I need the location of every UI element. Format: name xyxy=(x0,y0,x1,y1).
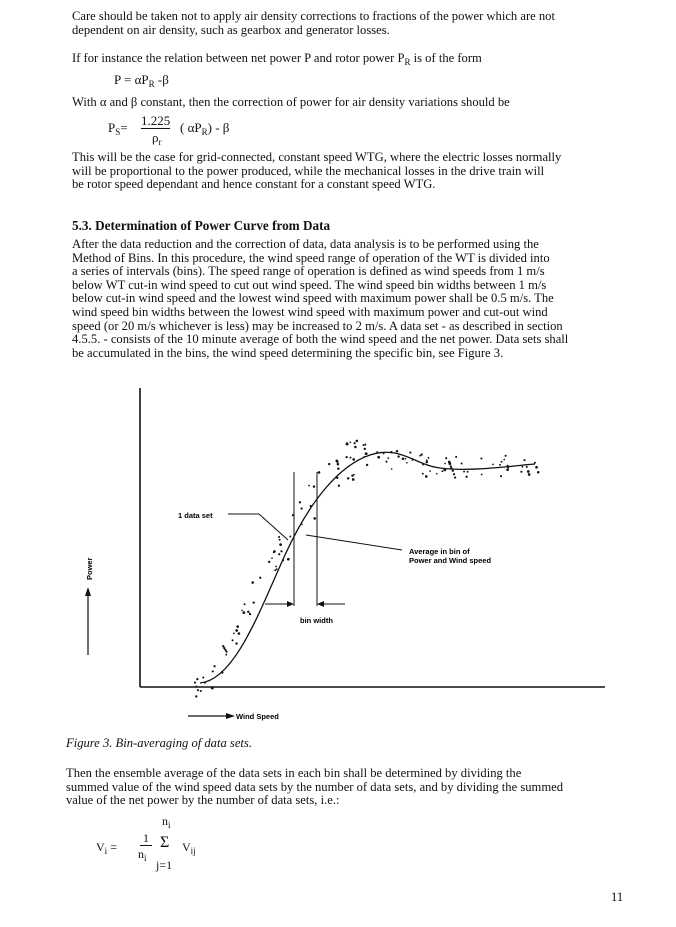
sum-upper-limit: n xyxy=(162,814,168,828)
data-set-point xyxy=(537,471,540,474)
eq-term: -β xyxy=(154,72,169,87)
text-line: be rotor speed dependant and hence constant for a constant speed WTG. xyxy=(72,177,436,192)
data-set-point xyxy=(195,695,197,697)
data-set-point xyxy=(453,473,455,475)
subscript: i xyxy=(168,820,171,830)
data-set-point xyxy=(422,464,424,466)
text-line: Then the ensemble average of the data sets in each bin shall be determined by dividing the xyxy=(66,766,522,780)
summation-sign: Σ xyxy=(160,834,170,851)
data-set-point xyxy=(455,456,457,458)
data-set-point xyxy=(426,461,428,463)
data-set-point xyxy=(419,455,421,457)
data-set-point xyxy=(366,464,368,466)
data-set-point xyxy=(232,639,234,641)
data-set-point xyxy=(503,459,505,461)
data-set-point xyxy=(244,603,246,605)
text-line: be accumulated in the bins, the wind speed determining the specific bin, see Figure 3. xyxy=(72,345,504,360)
leader-data-set xyxy=(259,514,288,540)
data-set-point xyxy=(353,474,355,476)
data-set-point xyxy=(526,466,528,468)
data-set-point xyxy=(354,442,356,444)
data-set-point xyxy=(449,462,452,465)
data-set-point xyxy=(396,450,398,452)
data-set-point xyxy=(235,629,238,632)
text-line: wind speed bin widths between the lowest wind speed with maximum power and cut-out wind xyxy=(72,304,548,319)
data-set-point xyxy=(365,453,367,455)
subscript: R xyxy=(148,79,155,89)
data-set-point xyxy=(467,471,469,473)
page-number: 11 xyxy=(611,890,624,904)
data-set-point xyxy=(222,672,224,674)
data-set-point xyxy=(501,461,503,463)
subscript: i xyxy=(104,846,108,856)
eq-term: V xyxy=(182,840,191,854)
arrowhead xyxy=(317,601,324,607)
data-set-point xyxy=(299,501,301,503)
data-set-point xyxy=(390,451,392,453)
data-set-point xyxy=(452,470,454,472)
data-set-point xyxy=(280,550,282,552)
equation-net-power xyxy=(114,72,169,89)
data-set-point xyxy=(500,475,502,477)
subscript: i xyxy=(144,853,147,863)
fraction-numerator: 1 xyxy=(140,832,152,846)
data-set-point xyxy=(356,440,359,443)
eq-lhs: P xyxy=(108,120,116,135)
data-set-points xyxy=(194,440,540,698)
equation-ensemble-average xyxy=(96,814,236,876)
subscript: R xyxy=(201,127,208,137)
text-line: dependent on air density, such as gearbox and generator losses. xyxy=(72,22,390,37)
eq-sign: = xyxy=(120,120,128,135)
arrowhead xyxy=(287,601,294,607)
data-set-point xyxy=(492,464,494,466)
data-set-point xyxy=(200,690,202,692)
data-set-point xyxy=(336,460,339,463)
eq-term: αP xyxy=(134,72,149,87)
data-set-point xyxy=(253,601,255,603)
data-set-point xyxy=(287,558,290,561)
data-set-point xyxy=(235,642,237,644)
data-set-point xyxy=(289,536,291,538)
text-line: After the data reduction and the correction of data, data analysis is to be performed using the xyxy=(72,237,539,251)
data-set-point xyxy=(443,469,446,472)
data-set-point xyxy=(352,478,355,481)
data-set-point xyxy=(522,466,524,468)
data-set-point xyxy=(337,467,339,469)
data-set-point xyxy=(251,581,254,584)
data-set-point xyxy=(463,471,465,473)
data-set-point xyxy=(480,457,482,459)
paragraph-relation xyxy=(72,52,482,70)
data-set-point xyxy=(308,485,310,487)
data-set-point xyxy=(194,682,196,684)
eq-lhs: V xyxy=(96,840,105,854)
text-line: a series of intervals (bins). The speed range of operation is defined as wind speeds from 1 m/s xyxy=(72,264,545,279)
data-set-point xyxy=(214,665,216,667)
data-set-point xyxy=(425,475,428,478)
text-line: summed value of the wind speed data sets by the number of data sets, and by dividing the summed xyxy=(66,779,563,794)
data-set-point xyxy=(362,444,364,446)
data-set-point xyxy=(383,453,385,455)
text: is of the form xyxy=(410,51,482,65)
text-line: 4.5.5. - consists of the 10 minute average of both the wind speed and the net power. Data sets shall xyxy=(72,332,569,347)
data-set-point xyxy=(233,633,235,635)
data-set-point xyxy=(328,463,330,465)
data-set-point xyxy=(444,463,446,465)
data-set-point xyxy=(409,452,411,454)
data-set-point xyxy=(211,687,214,690)
data-set-point xyxy=(350,441,352,443)
paragraph-air-density-note xyxy=(72,10,632,37)
text-line: will be proportional to the power produced, while the mechanical losses in the drive train will xyxy=(72,163,545,178)
eq-sign: = xyxy=(110,840,117,854)
data-set-point xyxy=(402,458,405,461)
subscript: r xyxy=(158,137,162,147)
eq-term: ( αP xyxy=(180,120,202,135)
data-set-point xyxy=(397,455,399,457)
label-one-data-set: 1 data set xyxy=(178,511,213,520)
subscript: S xyxy=(115,127,121,137)
data-set-point xyxy=(318,471,321,474)
data-set-point xyxy=(422,473,424,475)
data-set-point xyxy=(279,539,281,541)
paragraph-ensemble-average xyxy=(66,767,632,808)
text-line: Method of Bins. In this procedure, the wind speed range of operation of the WT is divided into xyxy=(72,250,550,265)
data-set-point xyxy=(241,610,243,612)
paragraph-grid-connected xyxy=(72,151,632,192)
data-set-point xyxy=(196,678,198,680)
data-set-point xyxy=(273,551,275,553)
data-set-point xyxy=(441,470,443,472)
subscript: R xyxy=(404,57,411,67)
fraction-denominator: n xyxy=(138,847,144,861)
data-set-point xyxy=(354,446,357,449)
data-set-point xyxy=(385,461,387,463)
data-set-point xyxy=(376,451,378,453)
arrowhead xyxy=(226,713,235,719)
data-set-point xyxy=(506,468,509,471)
data-set-point xyxy=(534,462,536,464)
label-bin-width: bin width xyxy=(300,616,333,625)
data-set-point xyxy=(313,485,315,487)
data-set-point xyxy=(364,448,366,450)
data-set-point xyxy=(405,458,407,460)
data-set-point xyxy=(204,682,206,684)
data-set-point xyxy=(525,464,527,466)
data-set-point xyxy=(454,477,456,479)
data-set-point xyxy=(436,473,438,475)
data-set-point xyxy=(238,632,241,635)
label-average-line2: Power and Wind speed xyxy=(409,556,492,565)
data-set-point xyxy=(445,457,447,459)
data-set-point xyxy=(282,559,284,561)
data-set-point xyxy=(387,457,389,459)
data-set-point xyxy=(450,467,452,469)
paragraph-method-of-bins xyxy=(72,238,634,360)
section-heading: 5.3. Determination of Power Curve from Data xyxy=(72,218,331,233)
data-set-point xyxy=(278,553,280,555)
data-set-point xyxy=(268,561,270,563)
paragraph-constants: With α and β constant, then the correction of power for air density variations should be xyxy=(72,95,510,109)
data-set-point xyxy=(236,625,239,628)
power-curve xyxy=(200,452,535,683)
data-set-point xyxy=(481,474,483,476)
fraction-numerator: 1.225 xyxy=(141,113,171,128)
data-set-point xyxy=(499,464,501,466)
data-set-point xyxy=(242,611,245,614)
subscript: ij xyxy=(190,846,196,856)
data-set-point xyxy=(465,476,467,478)
data-set-point xyxy=(274,569,276,571)
data-set-point xyxy=(520,471,522,473)
data-set-point xyxy=(406,462,408,464)
data-set-point xyxy=(271,557,273,559)
label-average-line1: Average in bin of xyxy=(409,547,470,556)
data-set-point xyxy=(428,457,430,459)
data-set-point xyxy=(523,459,525,461)
data-set-point xyxy=(310,505,312,507)
data-set-point xyxy=(507,466,509,468)
data-set-point xyxy=(275,566,277,568)
data-set-point xyxy=(527,470,530,473)
data-set-point xyxy=(259,577,261,579)
data-set-point xyxy=(350,457,352,459)
label-wind-speed: Wind Speed xyxy=(236,712,279,721)
data-set-point xyxy=(429,470,431,472)
data-set-point xyxy=(313,517,316,520)
eq-term: ) - β xyxy=(207,120,230,135)
data-set-point xyxy=(363,456,365,458)
data-set-point xyxy=(391,468,393,470)
data-set-point xyxy=(301,523,303,525)
data-set-point xyxy=(347,477,349,479)
figure-bin-averaging xyxy=(60,380,620,740)
data-set-point xyxy=(364,444,366,446)
arrowhead xyxy=(85,587,91,596)
label-power: Power xyxy=(85,557,94,580)
data-set-point xyxy=(225,654,227,656)
data-set-point xyxy=(337,463,340,466)
text-line: value of the net power by the number of data sets, i.e.: xyxy=(66,793,340,808)
data-set-point xyxy=(412,459,414,461)
data-set-point xyxy=(278,536,280,538)
text-line: below WT cut-in wind speed to cut out wind speed. The wind speed bin widths between 1 m/s xyxy=(72,277,547,292)
data-set-point xyxy=(336,477,338,479)
data-set-point xyxy=(195,685,197,687)
data-set-point xyxy=(202,676,204,678)
text-line: below cut-in wind speed and the lowest wind speed with maximum power shall be 0.5 m/s. The xyxy=(72,291,554,306)
data-set-point xyxy=(352,458,355,461)
fraction-denominator: ρ xyxy=(152,130,159,145)
eq-lhs: P = xyxy=(114,72,132,87)
data-set-point xyxy=(300,507,302,509)
text-line: Care should be taken not to apply air density corrections to fractions of the power which are not xyxy=(72,9,555,23)
data-set-point xyxy=(461,462,463,464)
data-set-point xyxy=(197,689,199,691)
data-set-point xyxy=(226,651,228,653)
data-set-point xyxy=(528,473,531,476)
text: If for instance the relation between net power P and rotor power P xyxy=(72,51,405,65)
data-set-point xyxy=(247,611,249,613)
data-set-point xyxy=(279,543,282,546)
data-set-point xyxy=(338,485,340,487)
text-line: This will be the case for grid-connected, constant speed WTG, where the electric losses normally xyxy=(72,150,562,164)
sum-lower-limit: j=1 xyxy=(156,858,173,872)
data-set-point xyxy=(377,456,380,459)
data-set-point xyxy=(345,456,347,458)
equation-density-correction xyxy=(108,114,328,150)
leader-average xyxy=(306,535,402,550)
data-set-point xyxy=(536,467,538,469)
data-set-point xyxy=(505,455,507,457)
data-set-point xyxy=(212,670,214,672)
data-set-point xyxy=(249,613,251,615)
text-line: speed (or 20 m/s whichever is less) may be increased to 2 m/s. A data set - as described in section xyxy=(72,318,563,333)
figure-caption: Figure 3. Bin-averaging of data sets. xyxy=(66,736,252,750)
data-set-point xyxy=(346,442,349,445)
